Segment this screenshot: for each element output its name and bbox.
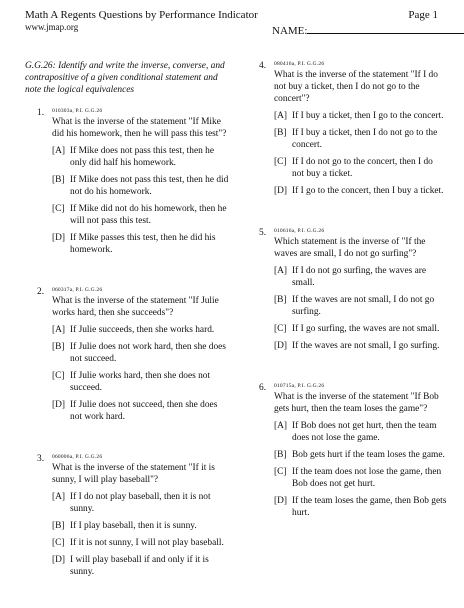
option-text: If Julie works hard, then she does not succeed.: [70, 371, 211, 393]
option-label: [C]: [52, 371, 65, 381]
option-label: [D]: [52, 555, 66, 565]
option-d: [52, 399, 230, 423]
option-a: [274, 110, 447, 122]
option-c: [52, 370, 230, 394]
question-3: [25, 453, 230, 578]
question-stem: What is the inverse of the statement "If I do not buy a ticket, then I do not go to the concert"?: [274, 70, 438, 104]
option-c: [274, 466, 447, 490]
option-label: [A]: [52, 146, 66, 156]
question-number: 1.: [37, 108, 45, 118]
question-1: [25, 107, 230, 256]
option-a: [52, 324, 230, 336]
option-text: If Julie does not work hard, then she does not succeed.: [70, 342, 226, 364]
option-c: [52, 537, 230, 549]
left-column: [25, 60, 230, 608]
question-stem: What is the inverse of the statement "If Julie works hard, then she succeeds"?: [52, 296, 219, 318]
option-text: If I do not go to the concert, then I do not buy a ticket.: [292, 157, 433, 179]
option-label: [C]: [52, 204, 65, 214]
option-text: If Mike passes this test, then he did his homework.: [70, 233, 216, 255]
option-c: [274, 156, 447, 180]
option-label: [B]: [52, 342, 65, 352]
option-text: If Mike did not do his homework, then he will not pass this test.: [70, 204, 227, 226]
option-text: If I do not play baseball, then it is not sunny.: [70, 492, 211, 514]
option-a: [52, 145, 230, 169]
option-text: If the team loses the game, then Bob gets hurt.: [292, 496, 447, 518]
option-label: [B]: [274, 128, 287, 138]
name-label: NAME:: [272, 25, 308, 37]
option-text: If I buy a ticket, then I go to the concert.: [292, 111, 444, 121]
option-label: [D]: [52, 233, 66, 243]
option-label: [C]: [274, 157, 287, 167]
option-a: [274, 265, 447, 289]
option-text: If I do not go surfing, the waves are small.: [292, 266, 427, 288]
question-stem: Which statement is the inverse of "If the waves are small, I do not go surfing"?: [274, 237, 426, 259]
option-text: If I play baseball, then it is sunny.: [70, 521, 197, 531]
question-code: 080416a, P.I. G.G.26: [274, 61, 325, 67]
option-label: [C]: [274, 467, 287, 477]
option-d: [274, 495, 447, 519]
question-code: 010616a, P.I. G.G.26: [274, 228, 325, 234]
option-b: [52, 341, 230, 365]
right-column: [247, 60, 447, 549]
question-number: 5.: [259, 228, 267, 238]
question-code: 010303a, P.I. G.G.26: [52, 108, 103, 114]
option-b: [52, 520, 230, 532]
option-c: [52, 203, 230, 227]
question-number: 6.: [259, 383, 267, 393]
option-d: [52, 554, 230, 578]
option-d: [274, 185, 447, 197]
option-text: Bob gets hurt if the team loses the game.: [292, 450, 445, 460]
option-text: If I go surfing, the waves are not small.: [292, 324, 440, 334]
option-label: [B]: [52, 175, 65, 185]
question-number: 2.: [37, 287, 45, 297]
question-2: [25, 286, 230, 423]
option-text: If the waves are not small, I do not go surfing.: [292, 295, 435, 317]
option-text: If I go to the concert, then I buy a ticket.: [292, 186, 444, 196]
option-text: If Julie succeeds, then she works hard.: [70, 325, 215, 335]
option-a: [52, 491, 230, 515]
option-d: [274, 340, 447, 352]
source-url: www.jmap.org: [25, 22, 79, 32]
option-label: [B]: [274, 450, 287, 460]
question-4: [247, 60, 447, 197]
question-stem: What is the inverse of the statement "If Bob gets hurt, then the team loses the game"?: [274, 392, 439, 414]
option-label: [A]: [52, 325, 66, 335]
option-label: [B]: [274, 295, 287, 305]
name-blank-line: [307, 24, 464, 34]
option-label: [D]: [274, 341, 288, 351]
question-number: 3.: [37, 454, 45, 464]
option-b: [274, 127, 447, 151]
option-label: [A]: [52, 492, 66, 502]
question-5: [247, 227, 447, 352]
option-a: [274, 420, 447, 444]
question-code: 010715a, P.I. G.G.26: [274, 383, 325, 389]
option-text: If Mike does not pass this test, then he did not do his homework.: [70, 175, 229, 197]
question-number: 4.: [259, 61, 267, 71]
performance-indicator: G.G.26: Identify and write the inverse, converse, and contrapositive of a given conditional statement and note the logical equivalences: [25, 61, 225, 95]
option-label: [C]: [274, 324, 287, 334]
option-c: [274, 323, 447, 335]
option-b: [274, 449, 447, 461]
option-text: If the waves are not small, I go surfing.: [292, 341, 440, 351]
name-field: [272, 24, 464, 37]
option-text: If the team does not lose the game, then Bob does not get hurt.: [292, 467, 442, 489]
option-label: [A]: [274, 266, 288, 276]
question-code: 060006a, P.I. G.G.26: [52, 454, 103, 460]
option-text: If Julie does not succeed, then she does not work hard.: [70, 400, 218, 422]
question-6: [247, 382, 447, 519]
option-label: [A]: [274, 111, 288, 121]
option-label: [D]: [274, 186, 288, 196]
option-label: [B]: [52, 521, 65, 531]
question-stem: What is the inverse of the statement "If Mike did his homework, then he will pass this test"?: [52, 117, 227, 139]
option-d: [52, 232, 230, 256]
option-label: [D]: [274, 496, 288, 506]
option-label: [D]: [52, 400, 66, 410]
option-text: If Bob does not get hurt, then the team does not lose the game.: [292, 421, 437, 443]
option-text: If Mike does not pass this test, then he only did half his homework.: [70, 146, 214, 168]
document-title: Math A Regents Questions by Performance Indicator: [25, 9, 258, 21]
option-b: [274, 294, 447, 318]
option-b: [52, 174, 230, 198]
option-text: If I buy a ticket, then I do not go to the concert.: [292, 128, 438, 150]
question-code: 060317a, P.I. G.G.26: [52, 287, 103, 293]
option-text: If it is not sunny, I will not play baseball.: [70, 538, 224, 548]
option-label: [C]: [52, 538, 65, 548]
question-stem: What is the inverse of the statement "If it is sunny, I will play baseball"?: [52, 463, 215, 485]
page-number: Page 1: [408, 9, 438, 21]
option-text: I will play baseball if and only if it is sunny.: [70, 555, 209, 577]
option-label: [A]: [274, 421, 288, 431]
